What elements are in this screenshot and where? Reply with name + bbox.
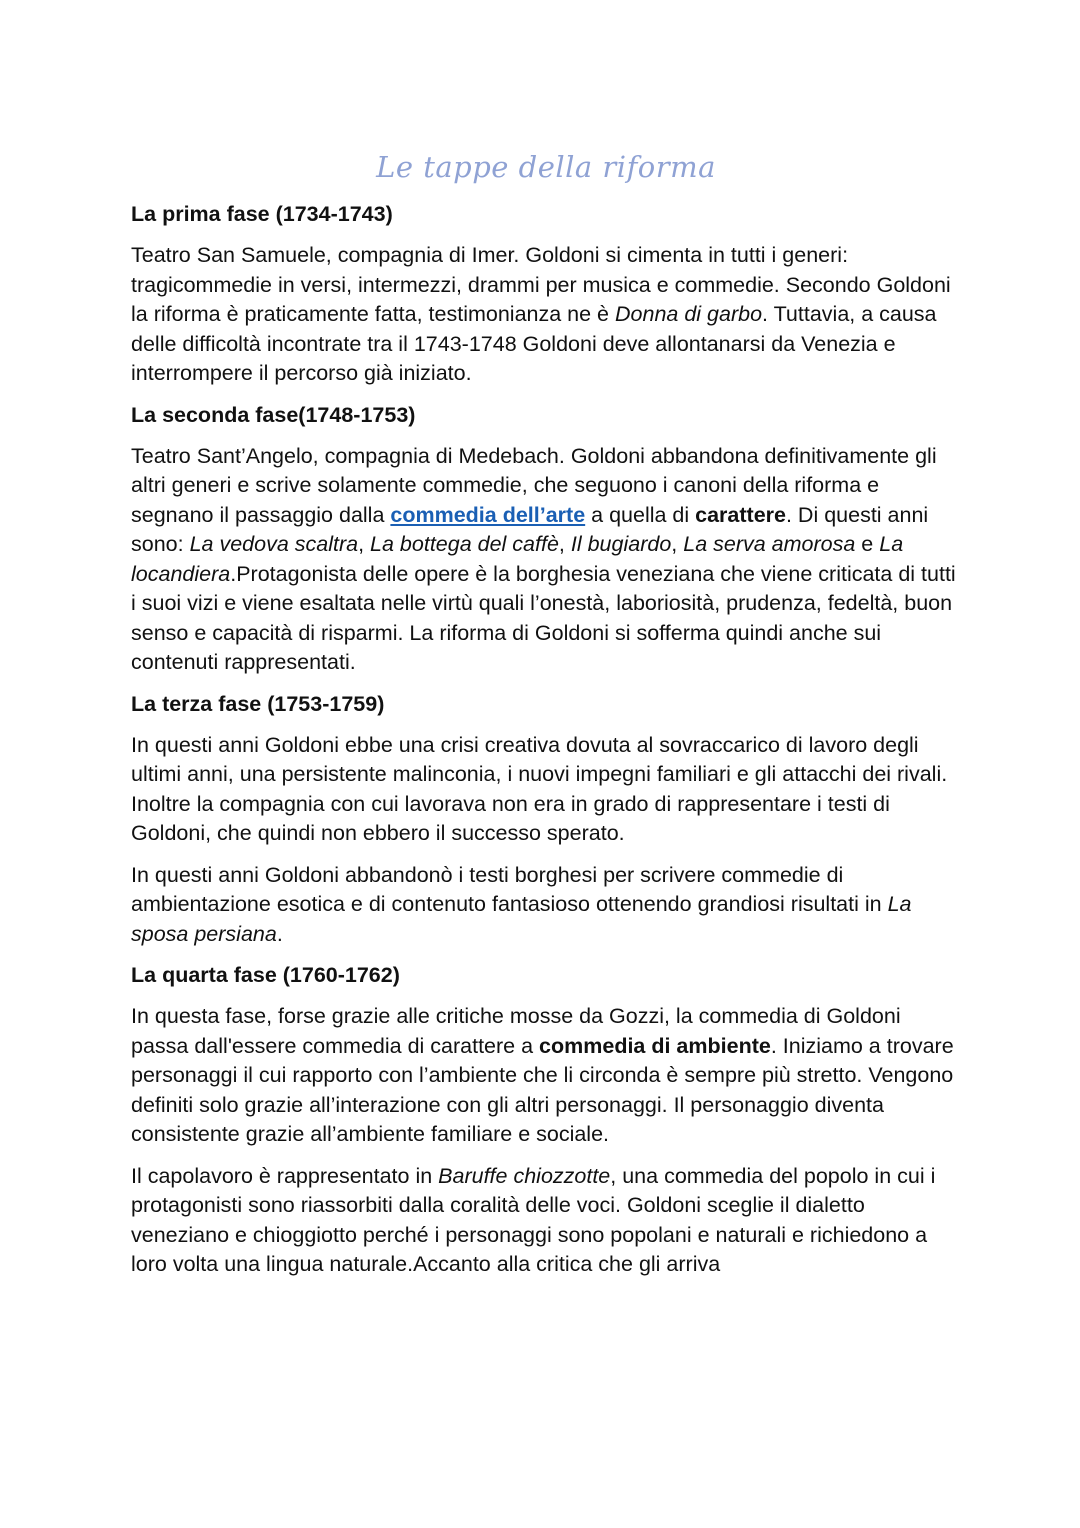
paragraph	[131, 442, 961, 678]
paragraph	[131, 241, 961, 389]
text-run: a quella di	[585, 502, 696, 527]
section-heading: La prima fase (1734-1743)	[131, 202, 393, 226]
section-phase-1	[131, 200, 961, 389]
text-run: Teatro San Samuele, compagnia di Imer. Goldoni si cimenta in tutti i generi: tragicommedie in versi, intermezzi, drammi per musica e commedie. Secondo Goldoni la riforma è praticamente fatta, testimonianza ne è	[131, 243, 951, 326]
work-title: La serva amorosa	[683, 532, 856, 556]
paragraph	[131, 1162, 961, 1280]
commedia-dell-arte-link[interactable]: commedia dell’arte	[390, 502, 586, 527]
section-heading: La seconda fase(1748-1753)	[131, 402, 416, 427]
paragraph	[131, 861, 961, 950]
separator: ,	[558, 532, 571, 556]
section-heading: La terza fase (1753-1759)	[131, 691, 385, 716]
work-title: La vedova scaltra	[189, 532, 359, 556]
bold-term: carattere	[695, 502, 786, 527]
text-run: Teatro Sant’Angelo, compagnia di Medebach. Goldoni abbandona definitivamente gli altri generi e scrive solamente commedie, che seguono i canoni della riforma e segnano il passaggio dalla	[131, 443, 937, 527]
text-run: . Di questi anni sono:	[131, 502, 929, 556]
text-run: In questi anni Goldoni abbandonò i testi borghesi per scrivere commedie di ambientazione esotica e di contenuto fantasioso ottenendo grandiosi risultati in	[131, 862, 888, 916]
work-title: La locandiera	[131, 532, 904, 586]
text-run: .Protagonista delle opere è la borghesia veneziana che viene criticata di tutti i suoi vizi e viene esaltata nelle virtù quali l’onestà, laboriosità, prudenza, fedeltà, buon senso e capacità di risparmi. La riforma di Goldoni si sofferma quindi anche sui contenuti rappresentati.	[131, 561, 956, 674]
bold-term: commedia di ambiente	[539, 1033, 771, 1058]
separator: ,	[358, 532, 371, 556]
separator: e	[855, 532, 880, 556]
text-run: .	[276, 921, 283, 946]
work-title: Baruffe chiozzotte	[438, 1163, 611, 1188]
text-run: . Iniziamo a trovare personaggi il cui rapporto con l’ambiente che li circonda è sempre più stretto. Vengono definiti solo grazie all’interazione con gli altri personaggi. Il personaggio diventa consistente grazie all’ambiente familiare e sociale.	[131, 1033, 954, 1146]
paragraph	[131, 1002, 961, 1150]
document-page	[131, 150, 961, 1292]
section-heading: La quarta fase (1760-1762)	[131, 963, 400, 987]
section-phase-3	[131, 690, 961, 950]
text-run: Il capolavoro è rappresentato in	[131, 1163, 439, 1188]
section-phase-2	[131, 401, 961, 678]
text-run: , una commedia del popolo in cui i protagonisti sono riassorbiti dalla coralità delle voci. Goldoni sceglie il dialetto veneziano e chioggiotto perché i personaggi sono popolani e naturali e richiedono a loro volta una lingua naturale.Accanto alla critica che gli arriva	[131, 1163, 936, 1276]
document-title: Le tappe della riforma	[376, 150, 716, 184]
work-title: Donna di garbo	[615, 302, 763, 326]
work-title: La sposa persiana	[131, 892, 912, 946]
work-title: La bottega del caffè	[370, 532, 559, 556]
section-phase-4	[131, 961, 961, 1280]
separator: ,	[671, 532, 684, 556]
text-run: In questa fase, forse grazie alle critiche mosse da Gozzi, la commedia di Goldoni passa dall'essere commedia di carattere a	[131, 1004, 901, 1058]
work-title: Il bugiardo	[570, 532, 672, 556]
paragraph: In questi anni Goldoni ebbe una crisi creativa dovuta al sovraccarico di lavoro degli ultimi anni, una persistente malinconia, i nuovi impegni familiari e gli attacchi dei rivali. Inoltre la compagnia con cui lavorava non era in grado di rappresentare i testi di Goldoni, che quindi non ebbero il successo sperato.	[131, 732, 948, 845]
text-run: . Tuttavia, a causa delle difficoltà incontrate tra il 1743-1748 Goldoni deve allontanarsi da Venezia e interrompere il percorso già iniziato.	[131, 302, 937, 385]
